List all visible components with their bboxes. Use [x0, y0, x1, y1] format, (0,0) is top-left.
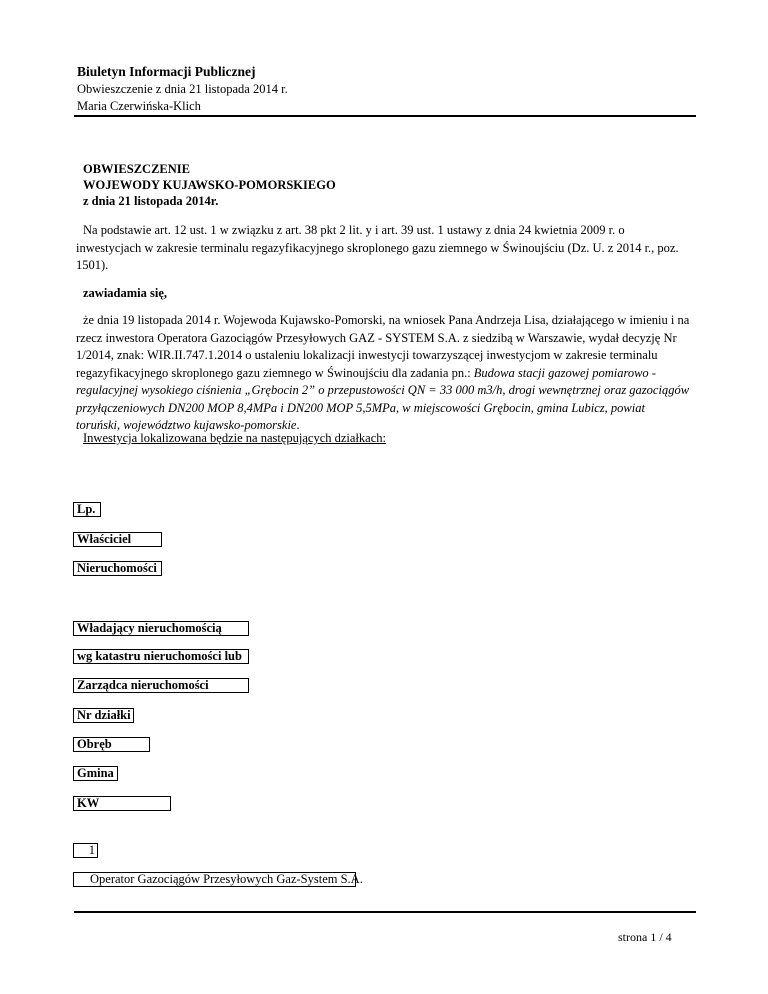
table-header-cadastre: wg katastru nieruchomości lub [73, 649, 249, 664]
header-title: Biuletyn Informacji Publicznej [77, 64, 256, 79]
table-row-1-owner: Operator Gazociągów Przesyłowych Gaz-System S.A. [73, 872, 356, 887]
table-header-precinct: Obręb [73, 737, 150, 752]
doc-heading-1: OBWIESZCZENIE [83, 162, 190, 176]
footer-rule [74, 911, 696, 913]
decision-paragraph [76, 312, 690, 435]
notice-line: zawiadamia się, [83, 286, 168, 300]
header-date-line: Obwieszczenie z dnia 21 listopada 2014 r. [77, 82, 288, 96]
table-header-land-register: KW [73, 796, 171, 811]
header-rule [74, 115, 696, 117]
table-header-lp: Lp. [73, 502, 101, 517]
table-row-1-lp: 1 [73, 843, 98, 858]
table-header-manager: Zarządca nieruchomości [73, 678, 249, 693]
decision-text: że dnia 19 listopada 2014 r. Wojewoda Kujawsko-Pomorski, na wniosek Pana Andrzeja Lisa, działającego w imieniu i na rzecz inwestora Operatora Gazociągów Przesyłowych GAZ - SYSTEM S.A. z siedzibą w Warszawie, wydał decyzję Nr 1/2014, znak: WIR.II.747.1.2014 o ustaleniu lokalizacji inwestycji towarzyszącej inwestycjom w zakresie terminalu regazyfikacyjnego skroplonego gazu ziemnego w Świnoujściu dla zadania pn.: [76, 313, 690, 380]
header-author: Maria Czerwińska-Klich [77, 99, 201, 113]
doc-heading-2: WOJEWODY KUJAWSKO-POMORSKIEGO [83, 178, 336, 192]
table-header-plot-number: Nr działki [73, 708, 134, 723]
table-header-property: Nieruchomości [73, 561, 162, 576]
table-header-holder: Władający nieruchomością [73, 621, 249, 636]
decision-task-name: Budowa stacji gazowej pomiarowo - regulacyjnej wysokiego ciśnienia „Grębocin 2” o przepustowości QN = 33 000 m3/h, drogi wewnętrznej oraz gazociągów przyłączeniowych DN200 MOP 8,4MPa i DN200 MOP 5,5MPa, w miejscowości Grębocin, gmina Lubicz, powiat toruński, województwo kujawsko-pomorskie [76, 365, 690, 432]
page-number: strona 1 / 4 [618, 930, 672, 944]
table-header-commune: Gmina [73, 766, 118, 781]
table-header-owner: Właściciel [73, 532, 162, 547]
legal-basis-paragraph: Na podstawie art. 12 ust. 1 w związku z art. 38 pkt 2 lit. y i art. 39 ust. 1 ustawy z dnia 24 kwietnia 2009 r. o inwestycjach w zakresie terminalu regazyfikacyjnego skroplonego gazu ziemnego w Świnoujściu (Dz. U. z 2014 r., poz. 1501). [76, 223, 679, 272]
doc-heading-3: z dnia 21 listopada 2014r. [83, 194, 219, 208]
decision-end: . [296, 418, 300, 432]
investment-location-line: Inwestycja lokalizowana będzie na następujących działkach: [83, 431, 386, 445]
